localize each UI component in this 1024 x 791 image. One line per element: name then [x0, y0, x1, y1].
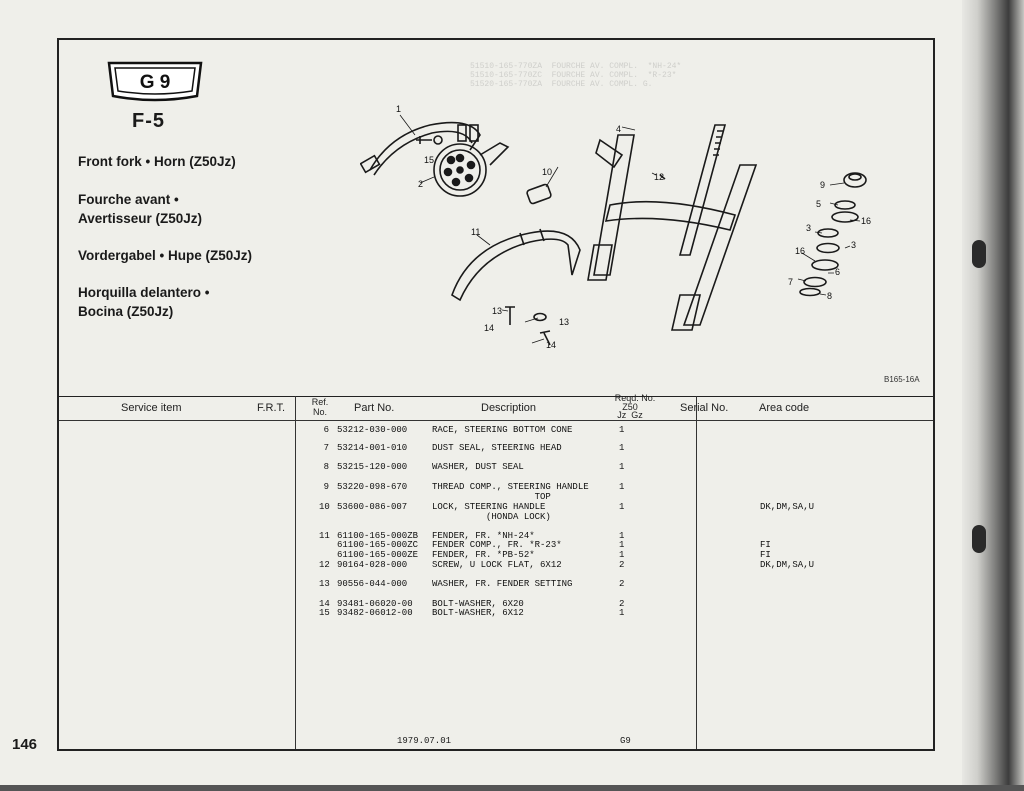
callout-label: 6 — [835, 267, 841, 277]
dust-seal — [804, 278, 826, 287]
scan-edge — [0, 785, 1024, 791]
column-rule — [696, 396, 697, 749]
cell-part-no: 53214-001-010 — [337, 443, 408, 453]
fender-washer — [534, 314, 546, 321]
steering-stem — [680, 125, 725, 255]
section-divider — [59, 396, 933, 397]
table-header-rule — [59, 420, 933, 421]
cell-part-no: 53212-030-000 — [337, 425, 408, 435]
figure-code: B165-16A — [884, 375, 920, 384]
callout-label: 11 — [471, 227, 481, 237]
cell-part-no: 90164-028-000 — [337, 560, 408, 570]
callout-label: 7 — [788, 277, 794, 287]
header-ref-no: Ref. No. — [311, 397, 329, 417]
cell-part-no: 93482-06012-00 — [337, 608, 413, 618]
cell-area-code: DK,DM,SA,U — [760, 502, 815, 512]
title-french: Fourche avant • Avertisseur (Z50Jz) — [78, 192, 203, 226]
callout-label: 5 — [816, 199, 822, 209]
horn-vents — [445, 155, 475, 186]
cell-part-no: 53600-086-007 — [337, 502, 408, 512]
cell-ref: 6 — [323, 425, 329, 435]
callout-label: 3 — [806, 223, 812, 233]
cell-description: LOCK, STEERING HANDLE (HONDA LOCK) — [432, 502, 551, 522]
cell-qty: 1 — [619, 482, 625, 492]
callout-label: 4 — [616, 124, 622, 134]
header-part-no: Part No. — [354, 402, 395, 414]
header-reqd-no: Reqd. No. — [614, 393, 656, 403]
book-spine-shadow — [962, 0, 1024, 791]
callout-label: 12 — [654, 172, 665, 182]
cell-part-no: 61100-165-000ZC — [337, 540, 419, 550]
footer-code: G9 — [620, 736, 631, 746]
cell-ref: 13 — [319, 579, 330, 589]
cell-ref: 9 — [323, 482, 329, 492]
cell-description: WASHER, DUST SEAL — [432, 462, 524, 472]
wire-connector — [361, 156, 380, 173]
callout-label: 13 — [559, 317, 570, 327]
binder-hole — [972, 240, 986, 268]
cell-ref: 8 — [323, 462, 329, 472]
page-number: 146 — [12, 736, 38, 753]
washer — [434, 136, 442, 144]
cell-qty: 1 — [619, 531, 625, 541]
callout-label: 14 — [546, 340, 557, 350]
front-fender — [452, 231, 580, 300]
column-rule — [295, 396, 296, 749]
cell-part-no: 90556-044-000 — [337, 579, 408, 589]
cell-area-code: DK,DM,SA,U — [760, 560, 815, 570]
cell-description: SCREW, U LOCK FLAT, 6X12 — [432, 560, 562, 570]
bleed-through-text: 51510-165-770ZA FOURCHE AV. COMPL. *NH-24* 51510-165-770ZC FOURCHE AV. COMPL. *R-23* 51520-165-770ZA FOURCHE AV. COMPL. G. — [470, 62, 682, 89]
cell-qty: 1 — [619, 425, 625, 435]
steering-lock — [526, 184, 551, 205]
cell-description: RACE, STEERING BOTTOM CONE — [432, 425, 573, 435]
callout-label: 16 — [861, 216, 872, 226]
cell-description: WASHER, FR. FENDER SETTING — [432, 579, 573, 589]
cell-part-no: 61100-165-000ZE — [337, 550, 419, 560]
cell-part-no: 61100-165-000ZB — [337, 531, 419, 541]
cell-ref: 12 — [319, 560, 330, 570]
cell-part-no: 53220-098-670 — [337, 482, 408, 492]
section-badge — [105, 60, 205, 102]
fork-tube-right — [684, 165, 756, 325]
header-reqd-sub: Jz Gz — [617, 410, 643, 420]
cell-ref: 10 — [319, 502, 330, 512]
header-service-item: Service item — [121, 402, 182, 414]
callout-label: 2 — [418, 179, 424, 189]
cell-qty: 1 — [619, 462, 625, 472]
callout-label: 8 — [827, 291, 833, 301]
cell-description: DUST SEAL, STEERING HEAD — [432, 443, 562, 453]
cell-area-code: FI — [760, 540, 771, 550]
callout-label: 15 — [424, 155, 435, 165]
callout-label: 16 — [795, 246, 806, 256]
fork-bracket — [596, 140, 622, 167]
bottom-bridge — [606, 202, 735, 230]
cell-qty: 1 — [619, 550, 625, 560]
header-description: Description — [481, 402, 537, 414]
washer — [800, 289, 820, 296]
title-spanish: Horquilla delantero • Bocina (Z50Jz) — [78, 285, 210, 319]
callout-label: 14 — [484, 323, 495, 333]
cell-qty: 1 — [619, 502, 625, 512]
binder-hole — [972, 525, 986, 553]
cell-description: FENDER, FR. *NH-24* — [432, 531, 535, 541]
cell-ref: 7 — [323, 443, 329, 453]
cell-ref: 14 — [319, 599, 330, 609]
callout-label: 10 — [542, 167, 553, 177]
header-area-code: Area code — [759, 402, 810, 414]
cell-ref: 11 — [319, 531, 330, 541]
cell-part-no: 53215-120-000 — [337, 462, 408, 472]
bolt-washer — [505, 307, 515, 325]
header-serial-no: Serial No. — [680, 402, 729, 414]
exploded-parts-diagram — [360, 95, 890, 365]
cell-qty: 2 — [619, 579, 625, 589]
callout-label: 1 — [396, 104, 402, 114]
badge-text: G 9 — [139, 72, 171, 93]
header-frt: F.R.T. — [257, 402, 286, 414]
cell-description: FENDER COMP., FR. *R-23* — [432, 540, 562, 550]
cell-qty: 1 — [619, 540, 625, 550]
cell-qty: 1 — [619, 608, 625, 618]
cell-part-no: 93481-06020-00 — [337, 599, 413, 609]
cell-qty: 2 — [619, 599, 625, 609]
cone — [817, 244, 839, 253]
header-reqd-model: Z50 — [622, 402, 638, 412]
cell-description: THREAD COMP., STEERING HANDLE TOP — [432, 482, 589, 502]
cell-qty: 2 — [619, 560, 625, 570]
callout-label: 9 — [820, 180, 826, 190]
cell-description: FENDER, FR. *PB-52* — [432, 550, 535, 560]
cell-qty: 1 — [619, 443, 625, 453]
title-german: Vordergabel • Hupe (Z50Jz) — [78, 248, 253, 263]
callout-label: 13 — [492, 306, 503, 316]
cell-description: BOLT-WASHER, 6X12 — [432, 608, 524, 618]
title-english: Front fork • Horn (Z50Jz) — [78, 154, 236, 169]
cell-description: BOLT-WASHER, 6X20 — [432, 599, 524, 609]
callout-label: 3 — [851, 240, 857, 250]
cell-area-code: FI — [760, 550, 771, 560]
section-code: F-5 — [132, 110, 165, 132]
cell-ref: 15 — [319, 608, 330, 618]
footer-date: 1979.07.01 — [397, 736, 452, 746]
